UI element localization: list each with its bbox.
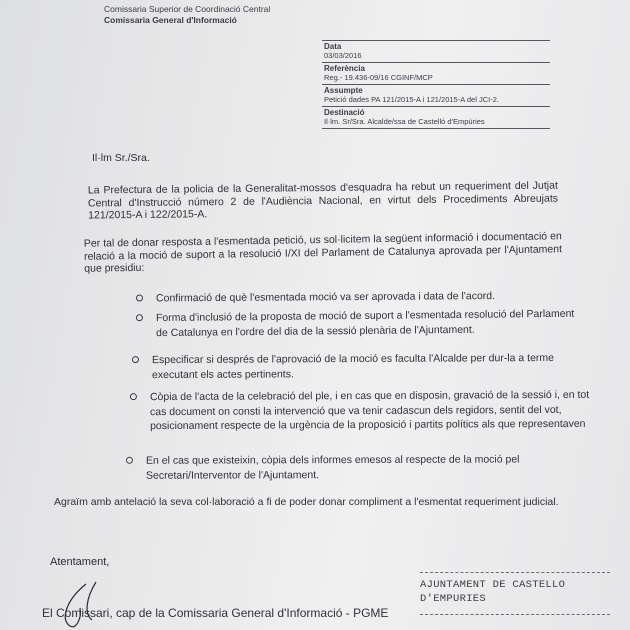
meta-destination bbox=[322, 106, 550, 129]
stamp-border-top bbox=[420, 572, 610, 573]
bullet-circle-icon bbox=[136, 294, 143, 301]
metadata-box bbox=[322, 40, 550, 129]
stamp-border-bottom bbox=[420, 614, 610, 615]
paragraph-request: Per tal de donar resposta a l'esmentada petició, us sol·licitem la següent informació i documentació en relació a la moció de suport a la resolució I/XI del Parlament de Catalunya aprovada per l'Ajuntament que presidiu: bbox=[83, 230, 563, 275]
list-item bbox=[132, 351, 582, 382]
stamp-line-1: AJUNTAMENT DE CASTELLO bbox=[420, 579, 566, 591]
list-item bbox=[126, 452, 596, 483]
letterhead-line-2: Comissaria General d'Informació bbox=[104, 15, 237, 25]
stamp-line-2: D'EMPURIES bbox=[420, 593, 487, 605]
meta-destination-label: Destinació bbox=[324, 108, 365, 117]
meta-subject bbox=[322, 84, 550, 106]
list-item-text: Confirmació de què l'esmentada moció va ser aprovada i data de l'acord. bbox=[155, 290, 496, 305]
closing: Atentament, bbox=[50, 556, 110, 568]
list-item-text: Especificar si després de l'aprovació de la moció es faculta l'Alcalde per dur-la a terme executant els actes pertinents. bbox=[151, 351, 555, 381]
list-item bbox=[136, 307, 576, 341]
registry-stamp bbox=[420, 578, 565, 606]
list-item-text: Còpia de l'acta de la celebració del ple, i en cas que en disposin, gravació de la sessió i, en tot cas document on consti la intervenció que va tenir cadascun dels regidors, sentit del vot, posicionament respecte de la urgència de la proposició i partits polítics als que representaven bbox=[149, 388, 590, 433]
meta-subject-value: Petició dades PA 121/2015-A i 121/2015-A del JCI-2. bbox=[324, 95, 499, 104]
bullet-circle-icon bbox=[126, 457, 133, 464]
meta-reference-value: Reg.- 19.436-09/16 CGINF/MCP bbox=[324, 73, 433, 82]
paragraph-intro: La Prefectura de la policia de la Generalitat-mossos d'esquadra ha rebut un requeriment del Jutjat Central d'Instrucció número 2 de l'Audiència Nacional, en virtut dels Procediments Abreujats 121/2015-A i 122/2015-A. bbox=[87, 179, 559, 222]
meta-reference bbox=[322, 62, 550, 84]
bullet-circle-icon bbox=[136, 314, 143, 321]
letterhead-line-1: Comissaria Superior de Coordinació Central bbox=[104, 4, 271, 14]
bullet-circle-icon bbox=[130, 393, 137, 400]
meta-destination-value: Il·lm. Sr/Sra. Alcalde/ssa de Castelló d'Empúries bbox=[324, 117, 485, 126]
meta-date bbox=[322, 40, 550, 62]
meta-date-value: 03/03/2016 bbox=[324, 51, 362, 60]
list-item bbox=[136, 288, 576, 306]
bullet-circle-icon bbox=[132, 356, 139, 363]
list-item bbox=[130, 388, 590, 434]
salutation: Il·lm Sr./Sra. bbox=[92, 152, 150, 164]
signature-icon bbox=[56, 580, 136, 630]
meta-subject-label: Assumpte bbox=[324, 86, 363, 95]
list-item-text: Forma d'inclusió de la proposta de moció de suport a l'esmentada resolució del Parlament de Catalunya en l'ordre del dia de la sessió plenària de l'Ajuntament. bbox=[155, 307, 575, 339]
signer-line: El Comissari, cap de la Comissaria General d'Informació - PGME bbox=[42, 606, 389, 620]
list-item-text: En el cas que existeixin, còpia dels informes emesos al respecte de la moció pel Secretari/Interventor de l'Ajuntament. bbox=[145, 453, 520, 482]
meta-date-label: Data bbox=[324, 42, 342, 51]
meta-reference-label: Referència bbox=[324, 64, 365, 73]
paragraph-thanks: Agraïm amb antelació la seva col·laboració a fi de poder donar compliment a l'esmentat requeriment judicial. bbox=[54, 496, 559, 508]
letterhead bbox=[104, 4, 270, 26]
